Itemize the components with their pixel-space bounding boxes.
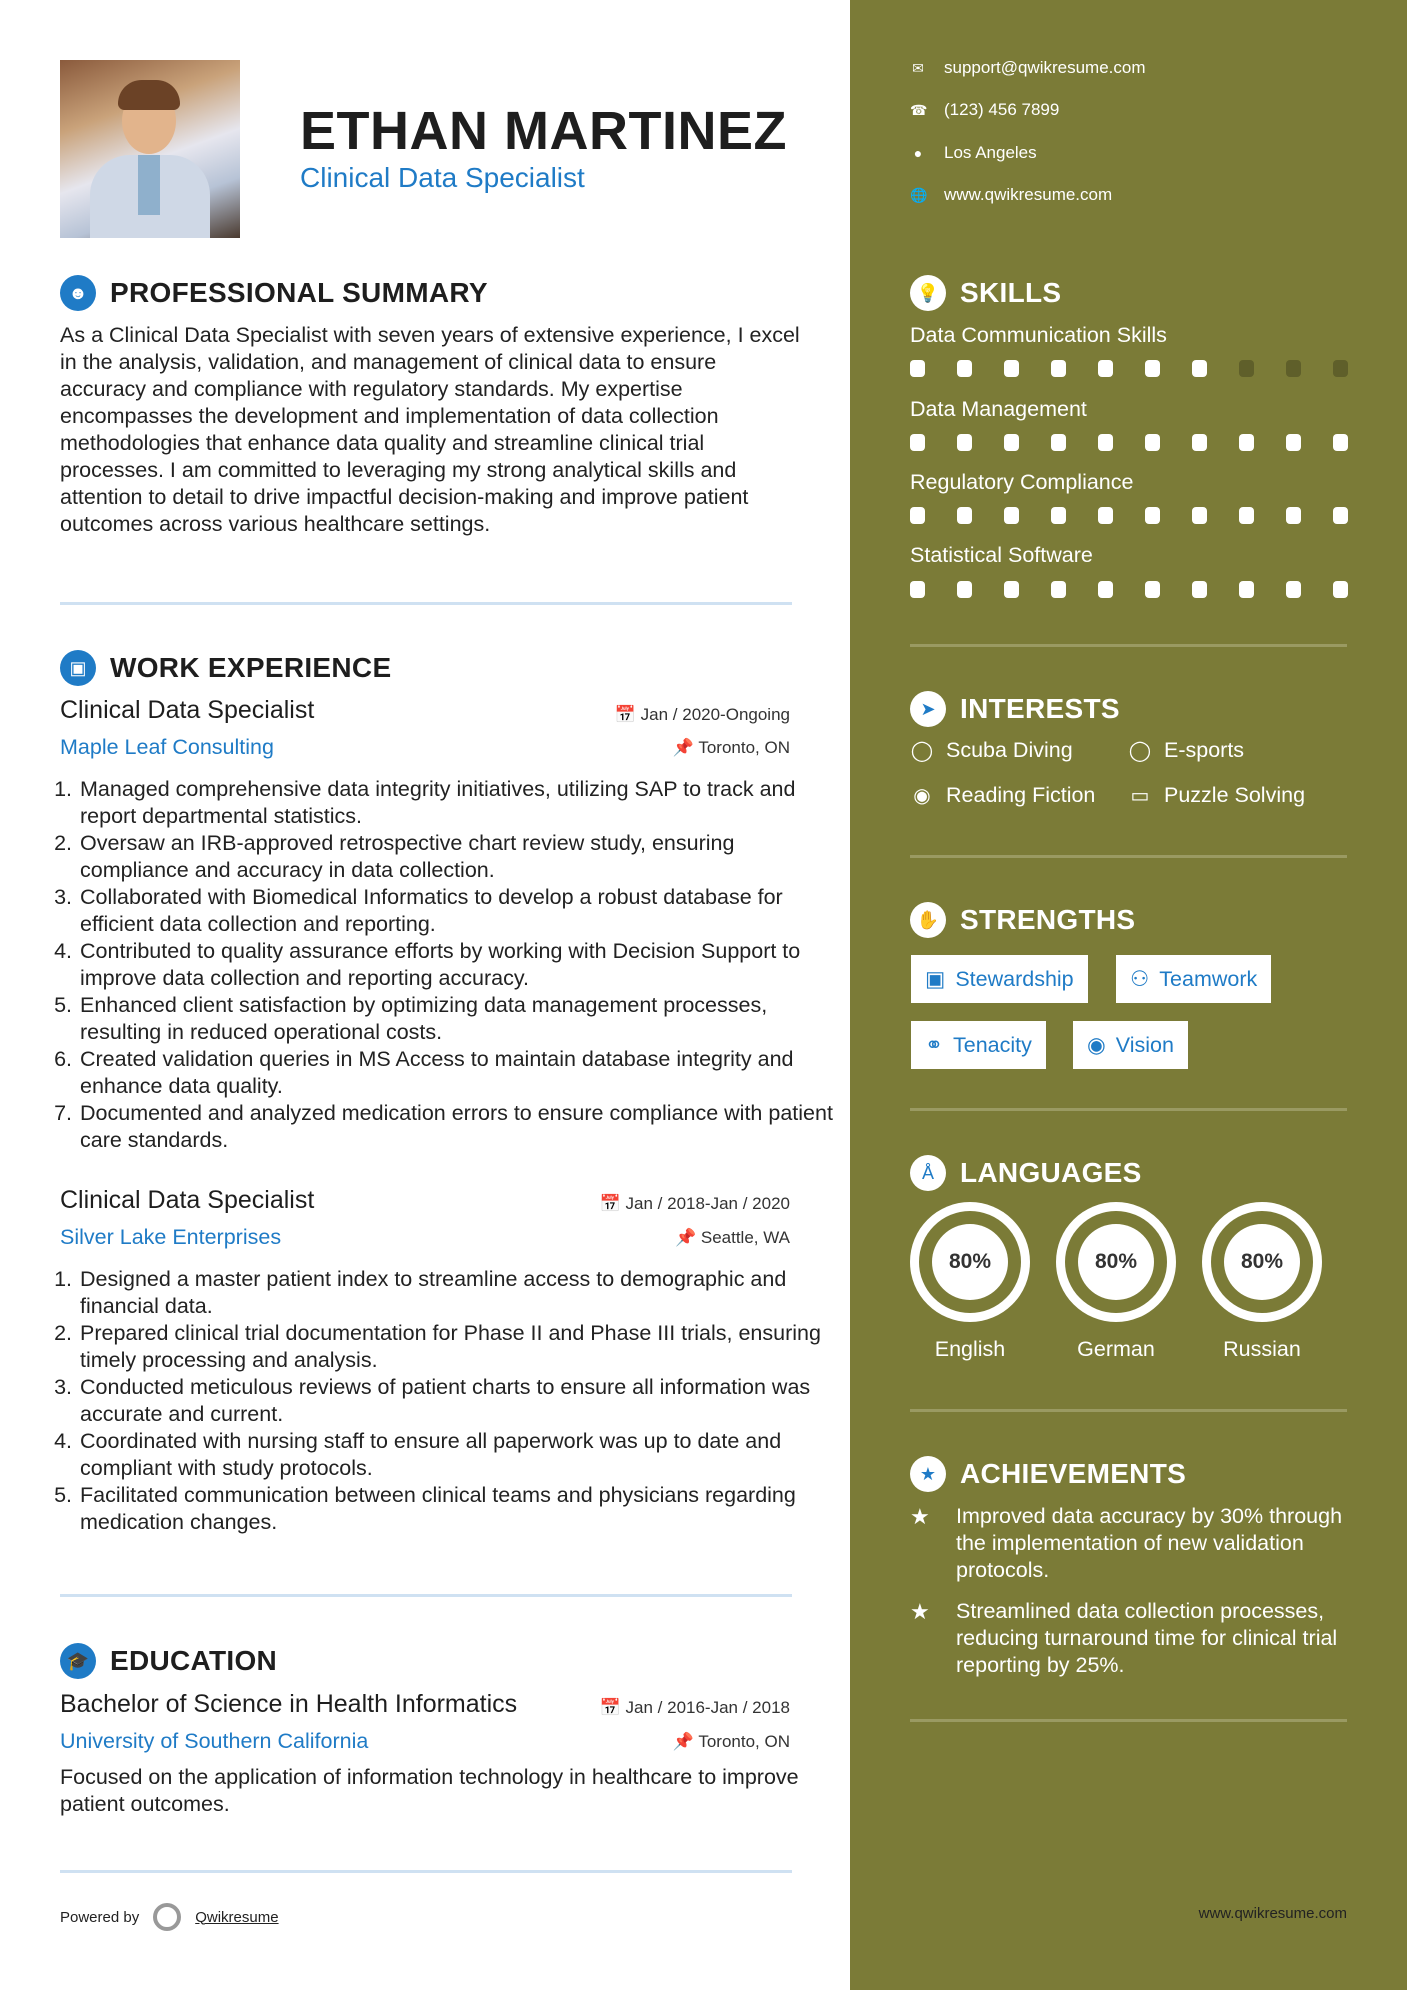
powered-by: Powered by Qwikresume <box>60 1903 279 1931</box>
divider <box>60 1870 792 1873</box>
globe-icon: 🌐 <box>910 186 928 203</box>
interests-heading-block <box>910 691 1120 727</box>
job-date: 📅 Jan / 2020-Ongoing <box>614 705 790 724</box>
interest-item: ◯ Scuba Diving <box>910 738 1073 762</box>
interests-heading: INTERESTS <box>960 693 1120 724</box>
pin-icon: 📌 <box>672 1732 694 1751</box>
skill-dot <box>1098 434 1113 451</box>
education-description: Focused on the application of information technology in healthcare to improve patient outcomes. <box>60 1765 799 1816</box>
skill-dot <box>1098 581 1113 598</box>
job-title: Clinical Data Specialist <box>60 696 315 724</box>
calendar-icon: 📅 <box>599 1194 621 1213</box>
company-name: Maple Leaf Consulting <box>60 735 274 759</box>
divider <box>60 1594 792 1597</box>
binoculars-icon: ◉ <box>1087 1032 1106 1057</box>
life-ring-icon: ◯ <box>910 740 934 762</box>
experience-heading-block <box>60 650 391 686</box>
star-icon: ★ <box>910 1599 930 1624</box>
language-name: German <box>1077 1337 1155 1361</box>
skill-dot <box>1051 434 1066 451</box>
skill-dot <box>1051 507 1066 524</box>
life-ring-icon: ◯ <box>1128 740 1152 762</box>
skill-dot <box>1333 434 1348 451</box>
list-item: 1. Designed a master patient index to streamline access to demographic and financial data. <box>78 1266 838 1320</box>
summary-heading-block <box>60 275 488 311</box>
qwikresume-logo-icon <box>153 1903 181 1931</box>
list-item: 3. Collaborated with Biomedical Informatics to develop a robust database for efficient data collection and reporting. <box>78 884 838 938</box>
skill-dot <box>910 434 925 451</box>
achievement-item: ★ Improved data accuracy by 30% through the implementation of new validation protocols. <box>910 1504 1343 1582</box>
skill-name: Data Management <box>910 397 1087 421</box>
language-ring <box>1202 1202 1322 1322</box>
divider <box>910 644 1347 647</box>
skill-dot <box>1286 581 1301 598</box>
contact-email[interactable]: ✉ support@qwikresume.com <box>910 58 1146 78</box>
job-title: Clinical Data Specialist <box>60 1186 315 1214</box>
list-item: 7. Documented and analyzed medication errors to ensure compliance with patient care standards. <box>78 1100 838 1154</box>
briefcase-icon: ▣ <box>60 650 96 686</box>
contact-phone: ☎ (123) 456 7899 <box>910 100 1060 119</box>
skill-dot <box>1239 507 1254 524</box>
divider <box>60 602 792 605</box>
star-icon: ★ <box>910 1504 930 1529</box>
list-item: 2. Prepared clinical trial documentation for Phase II and Phase III trials, ensuring timely processing and analysis. <box>78 1320 838 1374</box>
star-badge-icon: ★ <box>910 1456 946 1492</box>
language-ring <box>1056 1202 1176 1322</box>
school-name: University of Southern California <box>60 1729 369 1753</box>
achievement-item: ★ Streamlined data collection processes, reducing turnaround time for clinical trial reporting by 25%. <box>910 1599 1338 1677</box>
skill-dot <box>1145 581 1160 598</box>
skill-dot <box>1004 507 1019 524</box>
pin-icon: 📌 <box>672 738 694 757</box>
skill-rating <box>910 360 1348 377</box>
job-bullets <box>52 1266 838 1536</box>
summary-text: As a Clinical Data Specialist with seven years of extensive experience, I excel in the analysis, validation, and management of clinical data to ensure accuracy and compliance with regulatory standards. My expertise encompasses the development and implementation of data collection methodologies that enhance data quality and streamline clinical trial processes. I am committed to leveraging my strong analytical skills and attention to detail to drive impactful decision-making and improve patient outcomes across various healthcare settings. <box>60 323 800 536</box>
skill-dot <box>957 360 972 377</box>
list-item: 3. Conducted meticulous reviews of patient charts to ensure all information was accurate and current. <box>78 1374 838 1428</box>
skill-dot <box>1051 581 1066 598</box>
language-percent: 80% <box>1224 1224 1300 1300</box>
education-location: 📌 Toronto, ON <box>672 1732 790 1751</box>
skill-dot <box>1333 360 1348 377</box>
map-pin-icon: ● <box>913 145 923 161</box>
strength-chip: ⚭ Tenacity <box>911 1021 1046 1069</box>
skill-dot <box>1051 360 1066 377</box>
footer-url[interactable]: www.qwikresume.com <box>1198 1905 1347 1922</box>
graduation-icon: 🎓 <box>60 1643 96 1679</box>
job-location: 📌 Seattle, WA <box>674 1228 790 1247</box>
skill-dot <box>1098 360 1113 377</box>
skill-dot <box>1004 581 1019 598</box>
skill-dot <box>1192 360 1207 377</box>
book-icon: ▭ <box>1130 785 1150 807</box>
interest-item: ◉ Reading Fiction <box>910 783 1095 808</box>
list-item: 4. Contributed to quality assurance efforts by working with Decision Support to improve data collection and reporting accuracy. <box>78 938 838 992</box>
skill-dot <box>1098 507 1113 524</box>
skill-dot <box>1004 434 1019 451</box>
candidate-name: ETHAN MARTINEZ <box>300 101 787 161</box>
skill-rating <box>910 507 1348 524</box>
list-item: 5. Facilitated communication between clinical teams and physicians regarding medication changes. <box>78 1482 838 1536</box>
divider <box>910 855 1347 858</box>
skill-dot <box>1239 434 1254 451</box>
list-item: 2. Oversaw an IRB-approved retrospective chart review study, ensuring compliance and accuracy in data collection. <box>78 830 838 884</box>
skill-name: Data Communication Skills <box>910 323 1167 347</box>
skill-rating <box>910 434 1348 451</box>
skill-dot <box>910 581 925 598</box>
skill-dot <box>1004 360 1019 377</box>
lightbulb-icon: 💡 <box>910 275 946 311</box>
strength-chip: ◉ Vision <box>1073 1021 1188 1069</box>
divider <box>910 1108 1347 1111</box>
skills-heading: SKILLS <box>960 277 1062 308</box>
qwikresume-link[interactable]: Qwikresume <box>195 1908 279 1926</box>
skill-dot <box>1145 507 1160 524</box>
paper-plane-icon: ➤ <box>910 691 946 727</box>
hand-icon: ✋ <box>910 902 946 938</box>
skill-dot <box>957 507 972 524</box>
phone-icon: ☎ <box>910 101 928 118</box>
user-icon: ☻ <box>60 275 96 311</box>
skill-dot <box>910 507 925 524</box>
skill-dot <box>1239 360 1254 377</box>
language-percent: 80% <box>1078 1224 1154 1300</box>
degree-title: Bachelor of Science in Health Informatics <box>60 1690 518 1718</box>
gamepad-icon: ◉ <box>913 785 931 807</box>
profile-photo <box>60 60 240 238</box>
envelope-icon: ✉ <box>912 59 924 76</box>
users-icon: ⚇ <box>1130 966 1150 991</box>
language-name: English <box>934 1337 1006 1361</box>
list-item: 6. Created validation queries in MS Access to maintain database integrity and enhance data quality. <box>78 1046 838 1100</box>
skill-dot <box>1145 434 1160 451</box>
skill-dot <box>1145 360 1160 377</box>
skill-dot <box>1286 360 1301 377</box>
education-heading: EDUCATION <box>110 1645 278 1676</box>
experience-heading: WORK EXPERIENCE <box>110 652 392 683</box>
skill-dot <box>910 360 925 377</box>
skill-name: Statistical Software <box>910 543 1093 567</box>
skill-name: Regulatory Compliance <box>910 470 1134 494</box>
languages-heading-block <box>910 1155 1142 1191</box>
divider <box>910 1719 1347 1722</box>
strengths-heading-block <box>910 902 1135 938</box>
list-item: 1. Managed comprehensive data integrity initiatives, utilizing SAP to track and report departmental statistics. <box>78 776 838 830</box>
skill-dot <box>1192 581 1207 598</box>
strength-chip: ▣ Stewardship <box>911 955 1088 1003</box>
briefcase-icon: ▣ <box>925 966 946 991</box>
company-name: Silver Lake Enterprises <box>60 1225 282 1249</box>
job-bullets <box>52 776 838 1154</box>
strengths-heading: STRENGTHS <box>960 904 1136 935</box>
skill-rating <box>910 581 1348 598</box>
language-ring <box>910 1202 1030 1322</box>
summary-heading: PROFESSIONAL SUMMARY <box>110 277 488 308</box>
contact-location: ● Los Angeles <box>910 143 1037 163</box>
list-item: 5. Enhanced client satisfaction by optimizing data management processes, resulting in reduced operational costs. <box>78 992 838 1046</box>
interest-item: ▭ Puzzle Solving <box>1128 783 1305 808</box>
job-date: 📅 Jan / 2018-Jan / 2020 <box>599 1194 790 1213</box>
education-heading-block <box>60 1643 277 1679</box>
calendar-icon: 📅 <box>599 1698 621 1717</box>
list-item: 4. Coordinated with nursing staff to ensure all paperwork was up to date and compliant with study protocols. <box>78 1428 838 1482</box>
skill-dot <box>957 581 972 598</box>
skill-dot <box>1239 581 1254 598</box>
divider <box>910 1409 1347 1412</box>
language-percent: 80% <box>932 1224 1008 1300</box>
interest-item: ◯ E-sports <box>1128 738 1245 762</box>
link-icon: ⚭ <box>925 1032 944 1057</box>
skill-dot <box>1333 581 1348 598</box>
pin-icon: 📌 <box>674 1228 697 1247</box>
achievements-heading: ACHIEVEMENTS <box>960 1458 1187 1489</box>
skills-heading-block <box>910 275 1061 311</box>
skill-dot <box>1192 507 1207 524</box>
languages-heading: LANGUAGES <box>960 1157 1142 1188</box>
language-name: Russian <box>1223 1337 1301 1361</box>
skill-dot <box>1192 434 1207 451</box>
skill-dot <box>1286 507 1301 524</box>
calendar-icon: 📅 <box>614 705 636 724</box>
job-location: 📌 Toronto, ON <box>672 738 790 757</box>
candidate-title: Clinical Data Specialist <box>300 162 585 193</box>
education-date: 📅 Jan / 2016-Jan / 2018 <box>599 1698 790 1717</box>
contact-website[interactable]: 🌐 www.qwikresume.com <box>910 185 1113 204</box>
skill-dot <box>957 434 972 451</box>
achievements-heading-block <box>910 1456 1186 1492</box>
strength-chip: ⚇ Teamwork <box>1116 955 1271 1003</box>
skill-dot <box>1286 434 1301 451</box>
skill-dot <box>1333 507 1348 524</box>
language-icon: Å <box>910 1155 946 1191</box>
